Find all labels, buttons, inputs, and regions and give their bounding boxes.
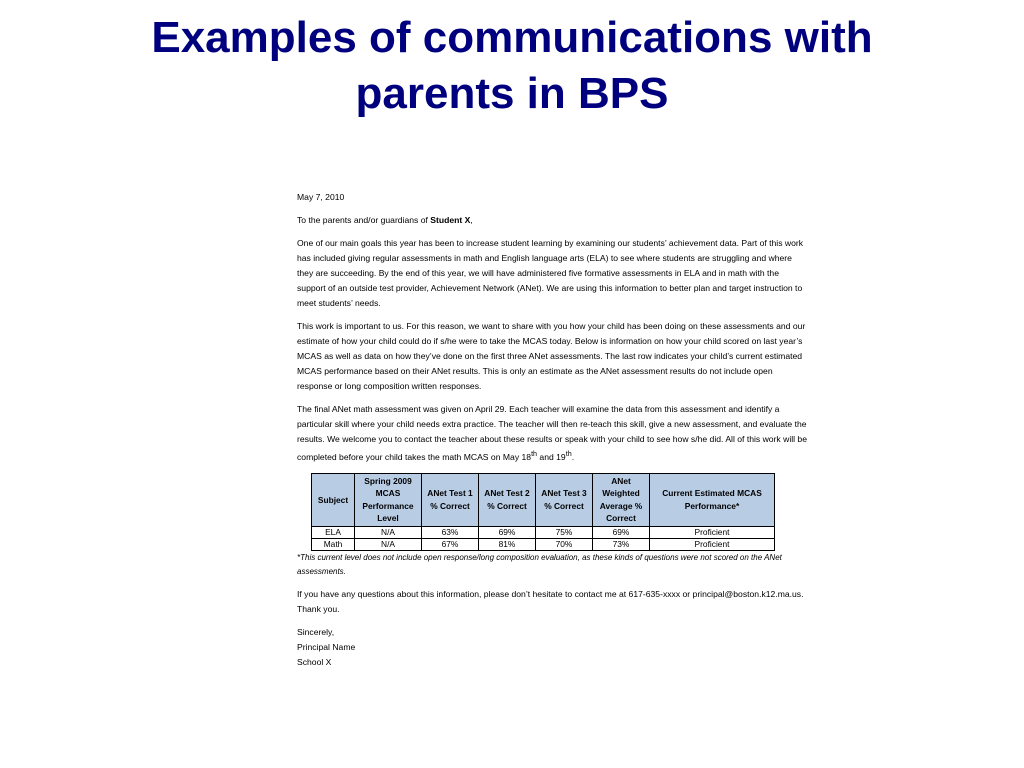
header-anet-test-2: ANet Test 2 % Correct	[479, 473, 536, 526]
header-anet-test-3: ANet Test 3 % Correct	[536, 473, 593, 526]
cell-anet-test-1: 63%	[422, 526, 479, 538]
salutation-prefix: To the parents and/or guardians of	[297, 215, 431, 225]
cell-anet-weighted-average: 69%	[593, 526, 650, 538]
student-name: Student X	[430, 215, 471, 225]
cell-anet-test-3: 70%	[536, 538, 593, 550]
cell-mcas-2009: N/A	[355, 538, 422, 550]
table-footnote: *This current level does not include open response/long composition evaluation, as these kinds of questions were not scored on the ANet assessments.	[297, 552, 782, 576]
scores-table	[311, 473, 775, 551]
paragraph-3-end: .	[571, 451, 575, 462]
letter-paragraph-3	[297, 402, 807, 465]
school-name: School X	[297, 656, 332, 667]
letter-paragraph-4: If you have any questions about this information, please don’t hesitate to contact me at 617-635-xxxx or principal@boston.k12.ma.us. Thank you.	[297, 588, 804, 614]
cell-subject: Math	[312, 538, 355, 550]
header-anet-weighted-average: ANet Weighted Average % Correct	[593, 473, 650, 526]
letter-paragraph-2: This work is important to us. For this reason, we want to share with you how your child has been doing on these assessments and our estimate of how your child could do if s/he were to take the MCAS today. Below is information on how your child scored on last year’s MCAS as well as data on how they’ve done on the first three ANet assessments. The last row indicates your child’s current estimated MCAS performance based on their ANet results. This is only an estimate as the ANet assessment results do not include open response or long composition written responses.	[297, 321, 806, 391]
header-anet-test-1: ANet Test 1 % Correct	[422, 473, 479, 526]
signer-title: Principal Name	[297, 641, 356, 652]
letter-salutation	[297, 213, 807, 228]
paragraph-3-main: The final ANet math assessment was given on April 29. Each teacher will examine the data from this assessment and identify a particular skill where your child needs extra practice. The teacher will then re-teach this skill, give a new assessment, and evaluate the results. We welcome you to contact the teacher about these results or speak with your child to see how s/he did. All of this work will be completed before your child takes the math MCAS on May 18	[297, 404, 807, 462]
closing: Sincerely,	[297, 626, 335, 637]
table-row	[312, 526, 775, 538]
cell-mcas-2009: N/A	[355, 526, 422, 538]
cell-current-estimate: Proficient	[650, 538, 775, 550]
header-mcas-2009: Spring 2009 MCAS Performance Level	[355, 473, 422, 526]
salutation-suffix: ,	[470, 215, 473, 225]
letter-date: May 7, 2010	[297, 192, 345, 202]
cell-anet-weighted-average: 73%	[593, 538, 650, 550]
cell-current-estimate: Proficient	[650, 526, 775, 538]
cell-anet-test-2: 69%	[479, 526, 536, 538]
paragraph-3-and: and 19	[537, 451, 566, 462]
date-suffix-1: th	[531, 450, 538, 458]
table-row	[312, 538, 775, 550]
slide-title	[0, 10, 1024, 122]
slide-title-line-2: parents in BPS	[355, 69, 669, 118]
letter-signoff	[297, 625, 807, 670]
slide-title-line-1: Examples of communications with	[151, 13, 873, 62]
cell-anet-test-2: 81%	[479, 538, 536, 550]
date-suffix-2: th	[565, 450, 572, 458]
table-header-row	[312, 473, 775, 526]
header-current-estimate: Current Estimated MCAS Performance*	[650, 473, 775, 526]
header-subject: Subject	[312, 473, 355, 526]
cell-subject: ELA	[312, 526, 355, 538]
cell-anet-test-3: 75%	[536, 526, 593, 538]
letter-paragraph-1: One of our main goals this year has been to increase student learning by examining our students’ achievement data. Part of this work has included giving regular assessments in math and English language arts (ELA) to see where students are struggling and where they are succeeding. By the end of this year, we will have administered five formative assessments in ELA and in math with the support of an outside test provider, Achievement Network (ANet). We are using this information to better plan and target instruction to meet students’ needs.	[297, 238, 804, 308]
cell-anet-test-1: 67%	[422, 538, 479, 550]
parent-letter	[297, 190, 807, 670]
